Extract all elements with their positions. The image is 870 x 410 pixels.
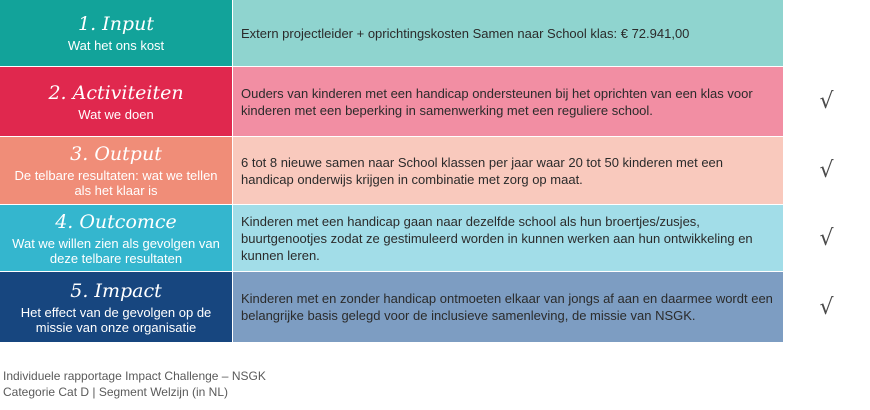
row-header [0, 272, 232, 342]
footer-caption [3, 368, 266, 400]
row-text: Ouders van kinderen met een handicap ondersteunen bij het oprichten van een klas voor kinderen met een beperking in samenwerking met een reguliere school. [241, 85, 753, 118]
table-row-input [0, 0, 870, 66]
table-row-activiteiten [0, 67, 870, 136]
row-subtitle: De telbare resultaten: wat we tellen als het klaar is [14, 168, 218, 198]
row-description [232, 67, 783, 136]
row-text: Extern projectleider + oprichtingskosten Samen naar School klas: € 72.941,00 [241, 25, 690, 41]
footer-line-category: Categorie Cat D | Segment Welzijn (in NL) [3, 385, 228, 399]
table-row-outcome [0, 205, 870, 271]
row-text: Kinderen met en zonder handicap ontmoeten elkaar van jongs af aan en daarmee wordt een belangrijke basis gelegd voor de inclusieve samenleving, de missie van NSGK. [241, 291, 773, 323]
row-text: Kinderen met een handicap gaan naar dezelfde school als hun broertjes/zusjes, buurtgenootjes zodat ze gestimuleerd worden in kunnen werken aan hun ontwikkeling en kunnen leren. [241, 213, 753, 263]
row-header [0, 0, 232, 66]
row-title: 2. Activiteiten [48, 81, 184, 104]
row-description [232, 272, 783, 342]
row-header [0, 67, 232, 136]
row-header [0, 205, 232, 271]
table-row-impact [0, 272, 870, 342]
row-title: 3. Output [70, 143, 162, 165]
row-subtitle: Wat we doen [78, 106, 154, 122]
checkmark: √ [819, 89, 834, 114]
row-title: 1. Input [78, 13, 154, 35]
checkmark: √ [819, 158, 834, 183]
row-subtitle: Het effect van de gevolgen op de missie van onze organisatie [20, 304, 212, 335]
row-title: 4. Outcomce [55, 210, 177, 233]
row-description [232, 0, 783, 66]
row-subtitle: Wat we willen zien als gevolgen van deze telbare resultaten [12, 235, 220, 266]
row-header [0, 137, 232, 204]
row-text: 6 tot 8 nieuwe samen naar School klassen per jaar waar 20 tot 50 kinderen met een handicap onderwijs krijgen in combinatie met zorg op maat. [241, 154, 724, 187]
checkmark [783, 0, 870, 66]
row-subtitle: Wat het ons kost [67, 38, 165, 53]
row-description [232, 137, 783, 204]
row-description [232, 205, 783, 271]
table-row-output [0, 137, 870, 204]
footer-line-report: Individuele rapportage Impact Challenge – NSGK [3, 369, 266, 383]
row-title: 5. Impact [70, 279, 162, 302]
checkmark: √ [819, 225, 834, 251]
checkmark: √ [819, 294, 834, 320]
